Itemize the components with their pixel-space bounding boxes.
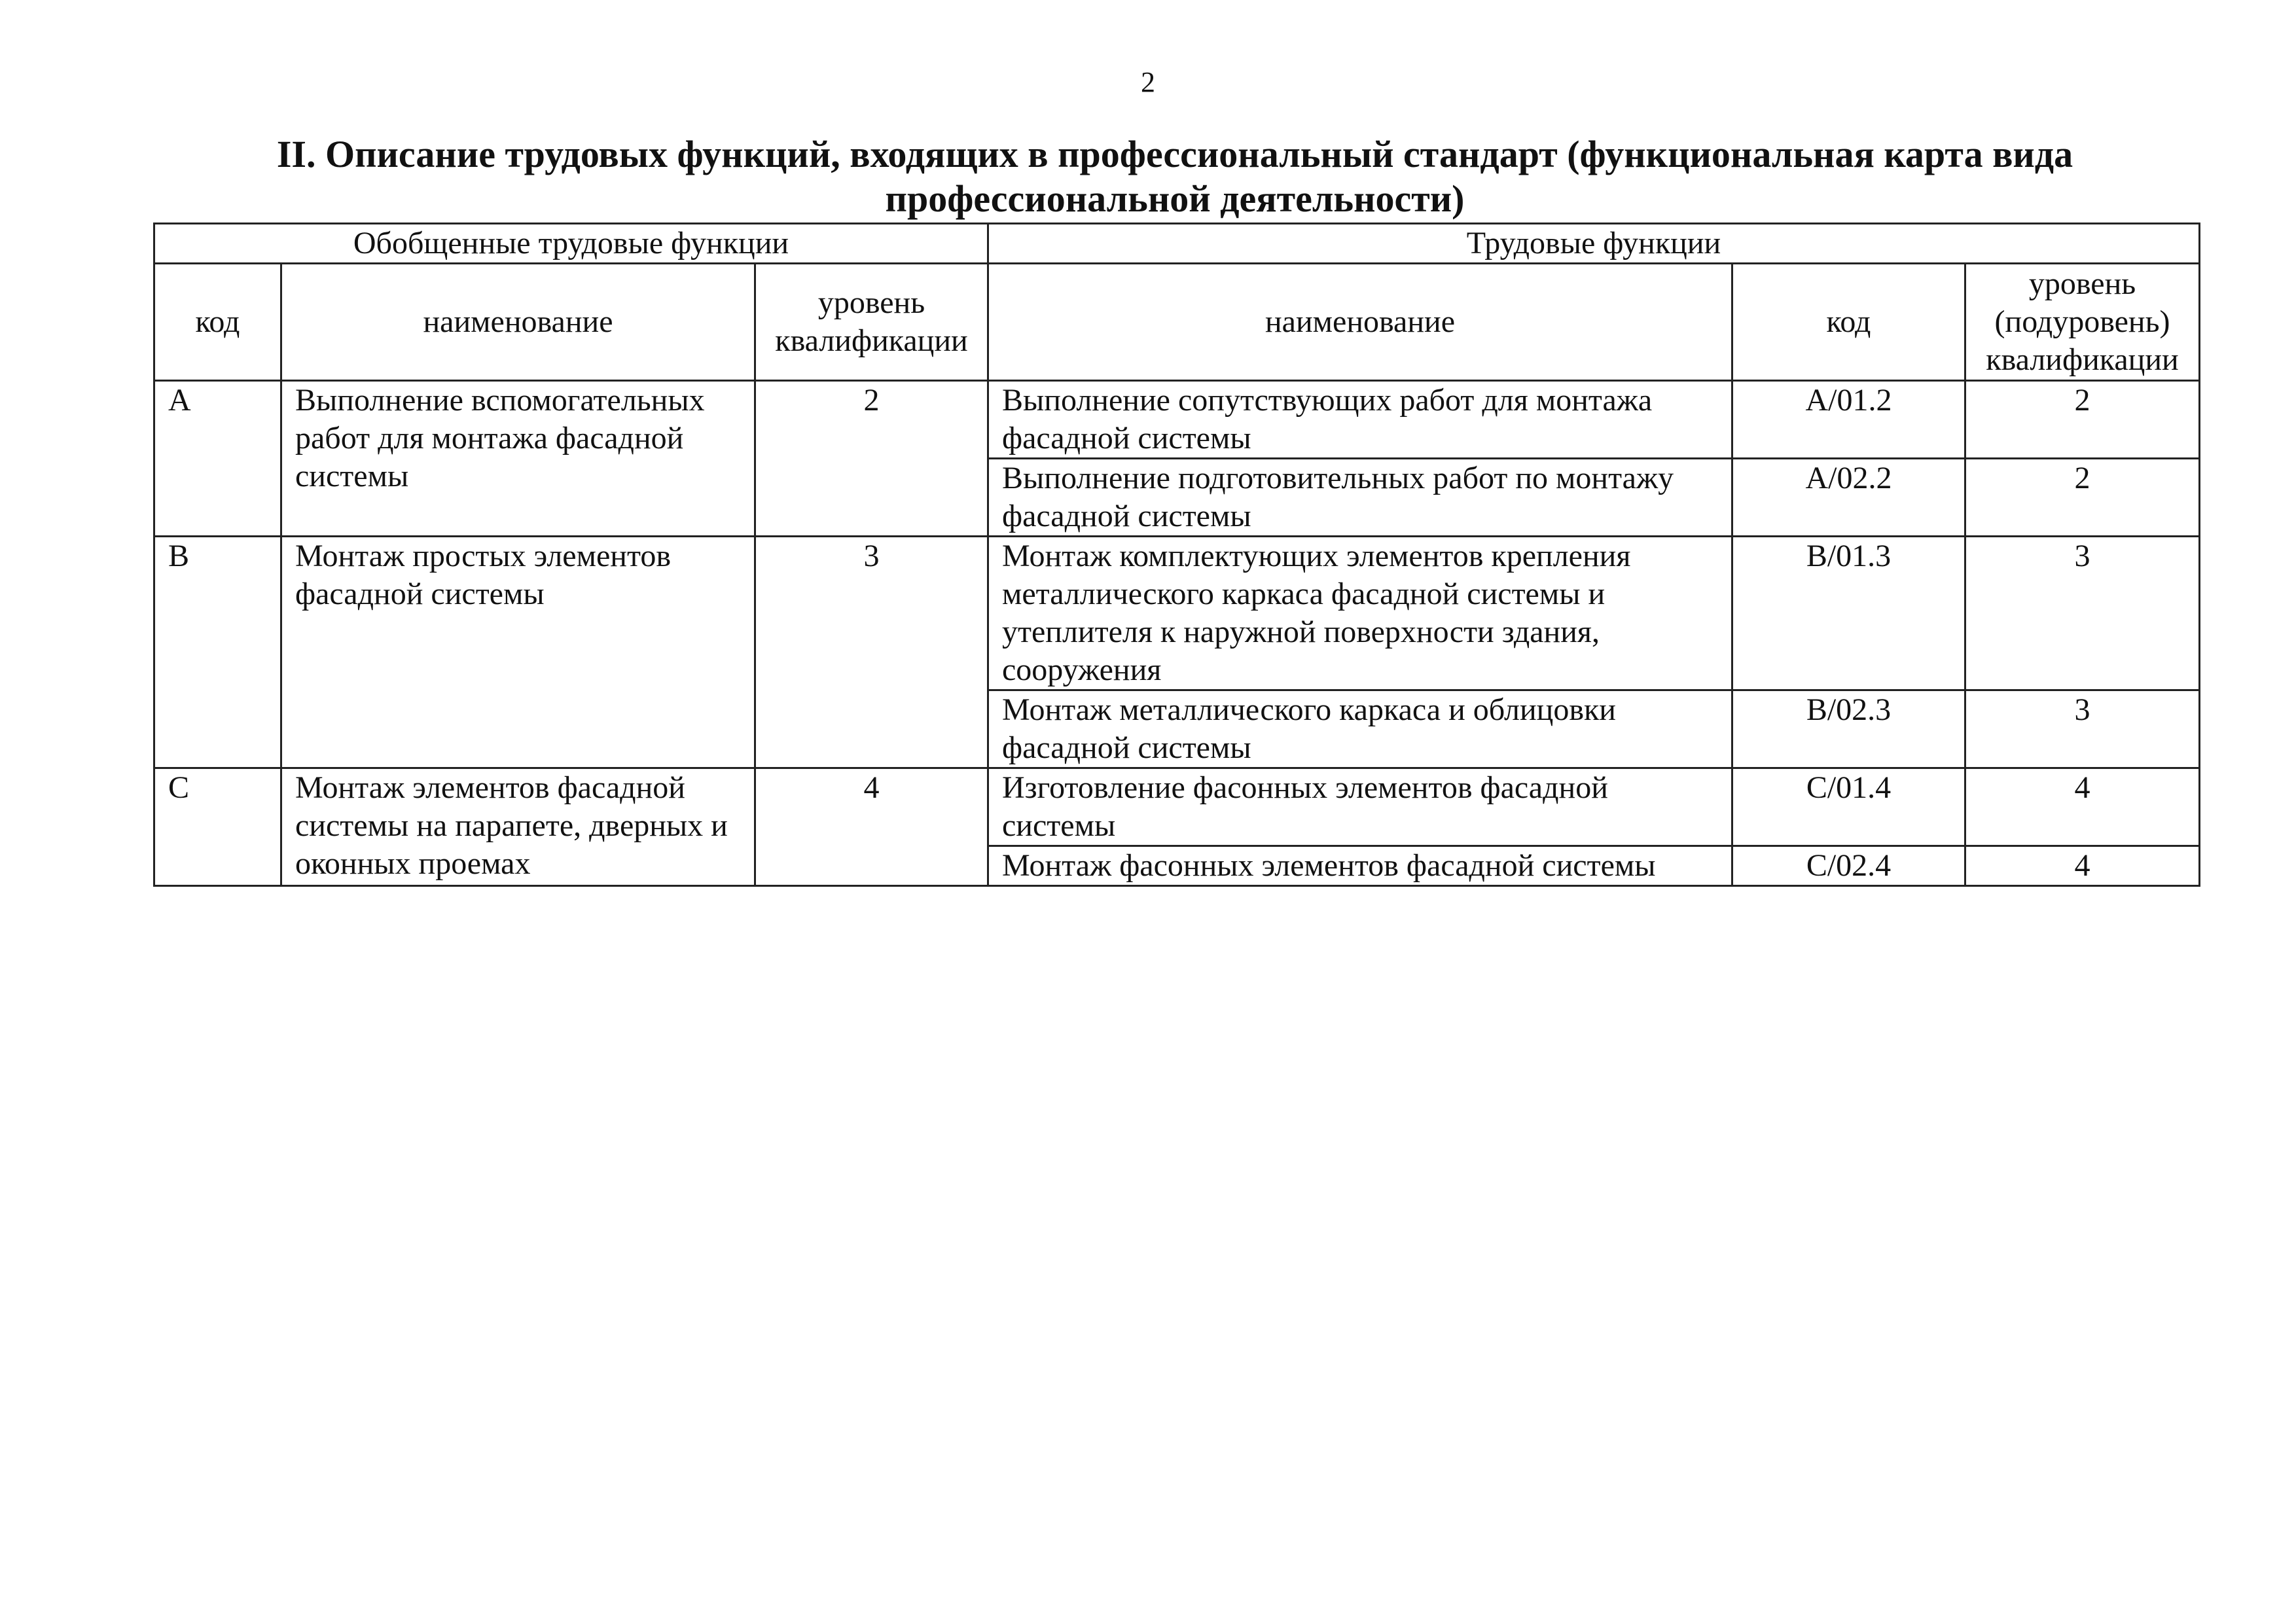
group-level: 4 [755,768,988,886]
group-code: B [154,537,281,768]
group-name: Монтаж простых элементов фасадной системы [281,537,755,768]
header-tf-name: наименование [988,264,1732,381]
group-level: 2 [755,381,988,537]
group-code: A [154,381,281,537]
table-row [154,537,2200,690]
header-tf-level: уровень (подуровень) квалификации [1965,264,2200,381]
functional-map-table [153,223,2200,887]
group-name: Монтаж элементов фасадной системы на парапете, дверных и оконных проемах [281,768,755,886]
function-level: 3 [1965,537,2200,690]
function-code: C/02.4 [1732,846,1965,886]
table-row [154,381,2200,459]
function-code: B/01.3 [1732,537,1965,690]
header-tf-code: код [1732,264,1965,381]
function-name: Выполнение сопутствующих работ для монтажа фасадной системы [988,381,1732,459]
page-number: 2 [1141,66,1155,98]
function-level: 2 [1965,459,2200,537]
function-code: A/02.2 [1732,459,1965,537]
function-name: Монтаж фасонных элементов фасадной системы [988,846,1732,886]
header-generalized-functions: Обобщенные трудовые функции [154,224,988,264]
function-level: 4 [1965,768,2200,846]
section-title-line-1: II. Описание трудовых функций, входящих в профессиональный стандарт (функциональная карта вида [276,133,2073,175]
group-level: 3 [755,537,988,768]
header-row-1 [154,224,2200,264]
function-name: Монтаж металлического каркаса и облицовки фасадной системы [988,690,1732,768]
function-level: 2 [1965,381,2200,459]
function-name: Изготовление фасонных элементов фасадной системы [988,768,1732,846]
header-row-2 [154,264,2200,381]
function-level: 4 [1965,846,2200,886]
group-code: C [154,768,281,886]
group-name: Выполнение вспомогательных работ для монтажа фасадной системы [281,381,755,537]
function-code: C/01.4 [1732,768,1965,846]
header-name: наименование [281,264,755,381]
header-code: код [154,264,281,381]
function-name: Выполнение подготовительных работ по монтажу фасадной системы [988,459,1732,537]
function-code: A/01.2 [1732,381,1965,459]
section-title-line-2: профессиональной деятельности) [885,177,1465,220]
section-title [152,132,2197,221]
function-code: B/02.3 [1732,690,1965,768]
header-labor-functions: Трудовые функции [988,224,2200,264]
table-row [154,768,2200,846]
function-level: 3 [1965,690,2200,768]
function-name: Монтаж комплектующих элементов крепления металлического каркаса фасадной системы и утеплителя к наружной поверхности здания, сооружения [988,537,1732,690]
header-level: уровень квалификации [755,264,988,381]
